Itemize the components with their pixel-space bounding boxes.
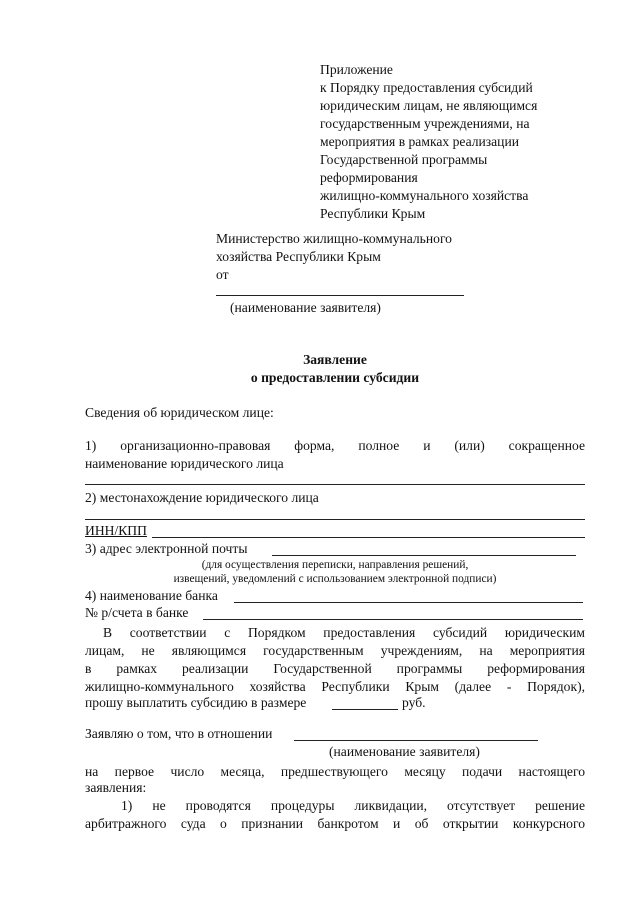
location-field[interactable] (85, 519, 585, 520)
applicant-name-field[interactable] (216, 295, 464, 296)
paragraph-line: заявления: (85, 780, 147, 795)
account-label: № р/счета в банке (85, 605, 189, 620)
paragraph-line: арбитражного суда о признании банкротом и об открытии конкурсного (85, 816, 585, 831)
paragraph-line: на первое число месяца, предшествующего месяцу подачи настоящего (85, 764, 585, 779)
declaration-start: Заявляю о том, что в отношении (85, 726, 273, 741)
paragraph-line: в рамках реализации Государственной программы реформирования (85, 661, 585, 676)
appendix-line: реформирования (320, 170, 418, 185)
appendix-line: жилищно-коммунального хозяйства (320, 188, 529, 203)
subsidy-amount-field[interactable] (332, 709, 398, 710)
appendix-line: государственным учреждениями, на (320, 116, 530, 131)
paragraph-line: прошу выплатить субсидию в размере (85, 695, 307, 710)
inn-field[interactable] (152, 537, 585, 538)
applicant-caption: (наименование заявителя) (230, 300, 381, 315)
item1-line1: 1) организационно-правовая форма, полное и (или) сокращенное (85, 438, 585, 453)
declarant-name-field[interactable] (294, 740, 538, 741)
info-heading: Сведения об юридическом лице: (85, 405, 274, 420)
email-field[interactable] (272, 555, 576, 556)
legal-name-field[interactable] (85, 484, 585, 485)
paragraph-line: лицам, не являющимся государственным учреждениям, на мероприятия (85, 643, 585, 658)
account-field[interactable] (203, 619, 583, 620)
bank-name-field[interactable] (234, 602, 583, 603)
addressee-line: хозяйства Республики Крым (216, 249, 381, 264)
appendix-line: Государственной программы (320, 152, 488, 167)
paragraph-line: 1) не проводятся процедуры ликвидации, отсутствует решение (121, 798, 585, 813)
appendix-line: юридическим лицам, не являющимся (320, 98, 538, 113)
paragraph-line: жилищно-коммунального хозяйства Республики Крым (далее - Порядок), (85, 679, 585, 694)
document-title: Заявление (303, 352, 367, 367)
appendix-line: мероприятия в рамках реализации (320, 134, 520, 149)
declarant-caption: (наименование заявителя) (329, 744, 480, 759)
item3-label: 3) адрес электронной почты (85, 541, 248, 556)
appendix-line: Республики Крым (320, 206, 426, 221)
appendix-line: Приложение (320, 62, 393, 77)
item4-label: 4) наименование банка (85, 588, 218, 603)
appendix-block (320, 61, 537, 223)
from-label: от (216, 267, 229, 282)
inn-label: ИНН/КПП (85, 523, 147, 538)
email-note: (для осуществления переписки, направления решений, (201, 559, 469, 571)
email-note: извещений, уведомлений с использованием электронной подписи) (173, 573, 497, 585)
paragraph-line: В соответствии с Порядком предоставления субсидий юридическим (103, 625, 585, 640)
item2-label: 2) местонахождение юридического лица (85, 490, 319, 505)
document-subtitle: о предоставлении субсидии (250, 370, 420, 385)
addressee-line: Министерство жилищно-коммунального (216, 231, 452, 246)
rub-label: руб. (402, 695, 426, 710)
item1-line2: наименование юридического лица (85, 456, 284, 471)
appendix-line: к Порядку предоставления субсидий (320, 80, 533, 95)
